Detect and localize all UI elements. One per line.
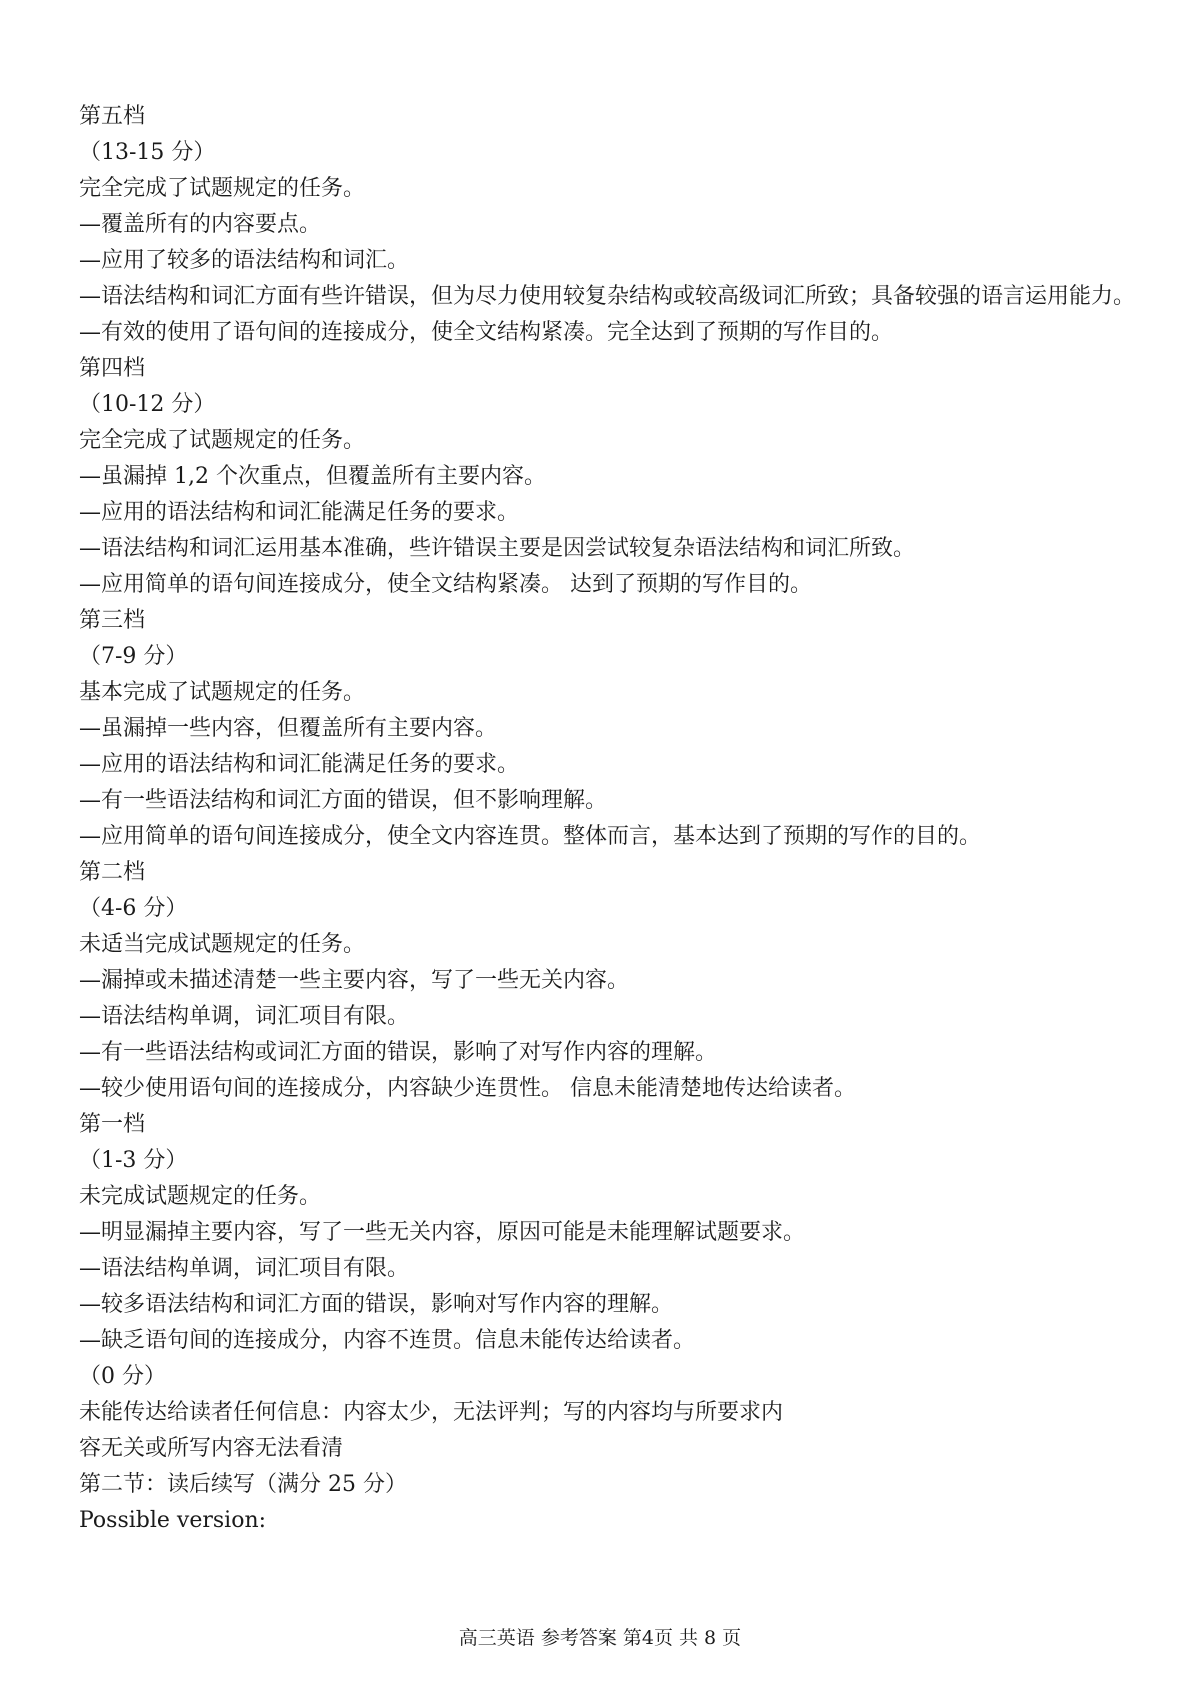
level-2-criterion: —较少使用语句间的连接成分，内容缺少连贯性。 信息未能清楚地传达给读者。 xyxy=(79,1076,856,1101)
level-1-criterion: —明显漏掉主要内容，写了一些无关内容，原因可能是未能理解试题要求。 xyxy=(79,1220,806,1245)
level-1-criterion: —较多语法结构和词汇方面的错误，影响对写作内容的理解。 xyxy=(79,1292,674,1317)
level-2-score-range: （4-6 分） xyxy=(79,896,188,921)
level-0-description: 未能传达给读者任何信息：内容太少，无法评判；写的内容均与所要求内 xyxy=(79,1400,784,1425)
document-page xyxy=(79,99,1139,1539)
level-4-criterion: —语法结构和词汇运用基本准确，些许错误主要是因尝试较复杂语法结构和词汇所致。 xyxy=(79,536,916,561)
level-4-summary: 完全完成了试题规定的任务。 xyxy=(79,428,366,453)
level-3-summary: 基本完成了试题规定的任务。 xyxy=(79,680,366,705)
level-1-criterion: —缺乏语句间的连接成分，内容不连贯。信息未能传达给读者。 xyxy=(79,1328,696,1353)
level-4-criterion: —虽漏掉 1,2 个次重点，但覆盖所有主要内容。 xyxy=(79,464,546,489)
level-5-criterion: —覆盖所有的内容要点。 xyxy=(79,212,322,237)
level-2-criterion: —语法结构单调，词汇项目有限。 xyxy=(79,1004,410,1029)
page-footer: 高三英语 参考答案 第4页 共 8 页 xyxy=(458,1627,742,1649)
section-heading: 第二节：读后续写（满分 25 分） xyxy=(79,1472,407,1497)
level-1-summary: 未完成试题规定的任务。 xyxy=(79,1184,322,1209)
level-4-heading: 第四档 xyxy=(79,356,146,381)
level-4-criterion: —应用简单的语句间连接成分，使全文结构紧凑。 达到了预期的写作目的。 xyxy=(79,572,812,597)
level-0-description: 容无关或所写内容无法看清 xyxy=(79,1436,344,1461)
level-5-heading: 第五档 xyxy=(79,104,146,129)
level-4-score-range: （10-12 分） xyxy=(79,392,216,417)
level-5-criterion: —应用了较多的语法结构和词汇。 xyxy=(79,248,410,273)
level-3-score-range: （7-9 分） xyxy=(79,644,188,669)
level-1-criterion: —语法结构单调，词汇项目有限。 xyxy=(79,1256,410,1281)
level-1-heading: 第一档 xyxy=(79,1112,146,1137)
level-5-score-range: （13-15 分） xyxy=(79,140,216,165)
level-3-criterion: —虽漏掉一些内容，但覆盖所有主要内容。 xyxy=(79,716,498,741)
level-4-criterion: —应用的语法结构和词汇能满足任务的要求。 xyxy=(79,500,520,525)
level-5-summary: 完全完成了试题规定的任务。 xyxy=(79,176,366,201)
level-0-score-range: （0 分） xyxy=(79,1364,166,1389)
level-3-heading: 第三档 xyxy=(79,608,146,633)
level-5-criterion: —语法结构和词汇方面有些许错误，但为尽力使用较复杂结构或较高级词汇所致；具备较强的语言运用能力。 xyxy=(79,284,1136,309)
level-2-criterion: —有一些语法结构或词汇方面的错误，影响了对写作内容的理解。 xyxy=(79,1040,718,1065)
level-2-criterion: —漏掉或未描述清楚一些主要内容，写了一些无关内容。 xyxy=(79,968,630,993)
level-3-criterion: —应用简单的语句间连接成分，使全文内容连贯。整体而言，基本达到了预期的写作的目的。 xyxy=(79,824,982,849)
level-3-criterion: —有一些语法结构和词汇方面的错误，但不影响理解。 xyxy=(79,788,608,813)
level-2-heading: 第二档 xyxy=(79,860,146,885)
level-2-summary: 未适当完成试题规定的任务。 xyxy=(79,932,366,957)
possible-version-label: Possible version: xyxy=(79,1508,267,1533)
level-3-criterion: —应用的语法结构和词汇能满足任务的要求。 xyxy=(79,752,520,777)
level-1-score-range: （1-3 分） xyxy=(79,1148,188,1173)
level-5-criterion: —有效的使用了语句间的连接成分，使全文结构紧凑。完全达到了预期的写作目的。 xyxy=(79,320,894,345)
